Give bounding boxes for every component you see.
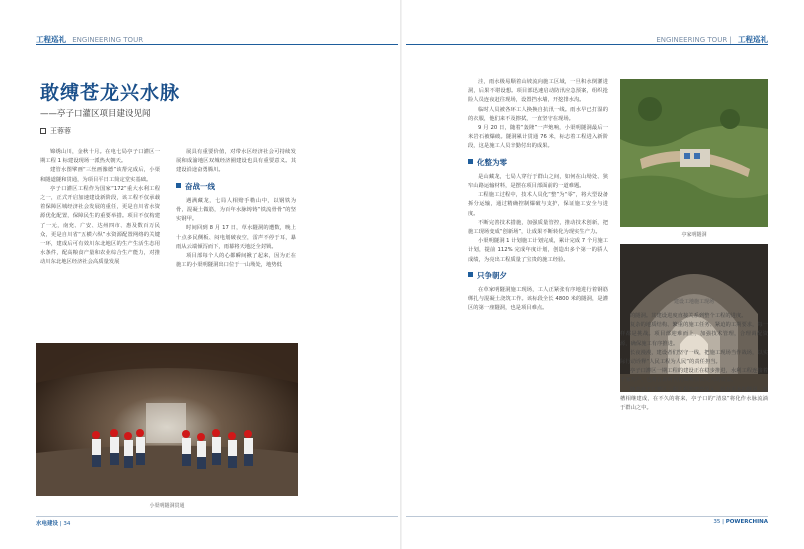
article-author <box>40 126 71 136</box>
square-bullet-icon <box>176 183 181 188</box>
footer-left: 水电建设 | 34 <box>36 521 71 527</box>
paragraph: 小渠明隧洞 1 计划施工计划完成，累计完成 7 个月施工计划，提前 112% 完成年度计划，创造出多个第一的骄人成绩，为亮出工程质量了宝贵的施工经验。 <box>468 238 609 263</box>
paragraph: 时间回到 8 月 17 日，草水隧洞的遭数，晚上十点多民侧板、闷电划破夜空，雷声不停于耳，暴雨从云端倾泻而下，雨幕将天地泛全封锁。 <box>176 225 296 250</box>
paragraph: 是山藏龙，七局人穿行于群山之间，如何在山坳处、狭窄山路运输材料，是摆在项目部面前的一道难题。 <box>468 173 608 190</box>
footer-divider <box>406 516 768 517</box>
text-column-3 <box>468 78 608 314</box>
text-column-1 <box>40 148 160 268</box>
header-divider <box>406 44 768 45</box>
square-bullet-icon <box>468 272 473 277</box>
paragraph: 亭子口灌区一期工程的建设正在稳步推进，水利工程连接着千家万户，也将在新时代持续释放出更大的效益。 <box>620 368 768 384</box>
photo-caption: 亭家明隧洞 <box>681 232 707 238</box>
magazine-name: 水电建设 <box>36 521 59 527</box>
article-subtitle: ——亭子口灌区项目建设见闻 <box>40 109 151 119</box>
photo-caption: 小渠明隧洞贯通 <box>149 503 185 509</box>
paragraph: 不断完善技术措施，加强质量管控，推动技术创新，把施工现场变成“创新场”，让成果不断转化为现实生产力。 <box>468 219 608 236</box>
paragraph: 临时人员被各环工人换换自抗汛一线。雨水早已打湿的的衣服，他们来不及擦拭，一直坚守在现场。 <box>468 106 608 122</box>
text-column-2 <box>176 148 296 270</box>
article-title: 敢缚苍龙兴水脉 <box>40 82 181 104</box>
square-bullet-icon <box>468 159 473 164</box>
paragraph: 锦绣山川，金秋十月。在电七局亭子口灌区一期工程 1 标建设现场一派热火朝天。 <box>40 149 160 165</box>
section-name: 工程巡礼 <box>36 35 66 44</box>
aerial-site-photo <box>620 79 768 227</box>
section-name-en: ENGINEERING TOUR <box>656 36 728 44</box>
section-heading: 只争朝夕 <box>468 271 608 280</box>
paragraph: 展具有重要价值，对带水区经济社会可持续发展和成渝地区双城经济圈建设也具有重要意义。其建设沿途奋勇腾川。 <box>176 149 296 174</box>
paragraph: 的隧洞。其建设进度直接关系到整个工程的进度。 <box>630 313 747 319</box>
header-divider <box>36 44 398 45</box>
text-column-4 <box>620 312 768 413</box>
paragraph: 复杂的地质结构、繁重的施工任务、紧迫的工期要求，每一样都是挑战。项目部迎难而上，加强技术管理，合理调配资源，确保施工有序推进。 <box>620 322 768 347</box>
magazine-name: POWERCHINA <box>725 519 768 525</box>
paragraph: 9 月 20 日，随着“轰隆”一声炮响，小渠明隧洞最后一米岩石被爆破。隧洞累计贯通 76 米，标志着工程进入新阶段，这是施工人员辛勤付出的成果。 <box>468 125 608 150</box>
section-header-right: ENGINEERING TOUR | 工程巡礼 <box>656 35 768 44</box>
paragraph: 洼，雨水极易顺着山坡流向施工区域，一旦积水倒灌进洞，后果不堪设想。项目部迅速启动防汛应急预案，组织抢险人员连夜赶往现场，设置挡水墙，开挖排水沟。 <box>468 79 608 104</box>
section-heading: 化整为零 <box>468 158 608 167</box>
page-number: 35 <box>713 519 721 525</box>
paragraph: 项目部每个人的心都瞬间揪了起来，因为正在施工的小渠明隧洞出口位于一山坳处，地势低 <box>176 253 296 269</box>
page-number: 34 <box>63 521 71 527</box>
section-name: 工程巡礼 <box>738 35 768 44</box>
paragraph: 遇满藏龙，七局人相赔手勒山中，以钢铁为骨，混凝土做筋，为百年水脉铸铸“铁流骨骨”的坚实钢甲。 <box>176 197 296 223</box>
right-page <box>402 0 804 549</box>
footer-divider <box>36 516 398 517</box>
author-box-icon <box>40 128 46 134</box>
section-heading: 奋战一线 <box>176 182 296 191</box>
paragraph: 长夜漫漫，建设者们坚守一线，把施工现场当作战场，以实际行动诠释“人民工程为人民”的责任担当。 <box>620 349 768 366</box>
paragraph: 建管水图擘画“三丝画豫德”该帮完成后，小渠和隧道隧和贯通，为项目平日工简定堂实基础。 <box>40 167 160 183</box>
paragraph: 工程施工过程中，技术人员化“整”为“零”，将大型设备拆分运输，通过精确控制爆破与支护，保证施工安全与进度。 <box>468 192 608 217</box>
footer-right: 35 | POWERCHINA <box>713 519 768 525</box>
photo-caption: 建设工地施工现场 <box>673 299 714 305</box>
author-name: 王蓉蓉 <box>50 127 71 135</box>
paragraph: 在草家明隧洞施工现场，工人正紧张有序地进行着钢筋绑扎与混凝土浇筑工作。该标段全长 4800 米的隧洞，是灌区的第一座隧洞，也是项目难点。 <box>468 287 608 312</box>
paragraph: 亭子口灌区工程作为国家“172”重大水利工程之一，正式开启加速建设新阶段，该工程不仅承载着保障区城经济社会发展的重任，更是自川省水资源优化配置，保障民生的重要举措。项目不仅构建了一元，南充、广安、达州四市、惠及数百万民众，更是自川省“五横六纵”水资源配置网络的关键一环，建成后可有效川东北地区的生产生活生态用水条件，配高粮食产量和农业综合生产能力，对推动川东北地区经济社会高质量发展 <box>40 185 160 266</box>
section-name-en: ENGINEERING TOUR <box>72 36 144 44</box>
tunnel-workers-photo <box>36 343 298 496</box>
paragraph: 随着亭子口灌区一期工程的建设深入，将有更多的隧洞、渡槽相继建成，在不久的将来，亭子口的“清泉”将化作水脉流淌于群山之中。 <box>620 386 768 412</box>
